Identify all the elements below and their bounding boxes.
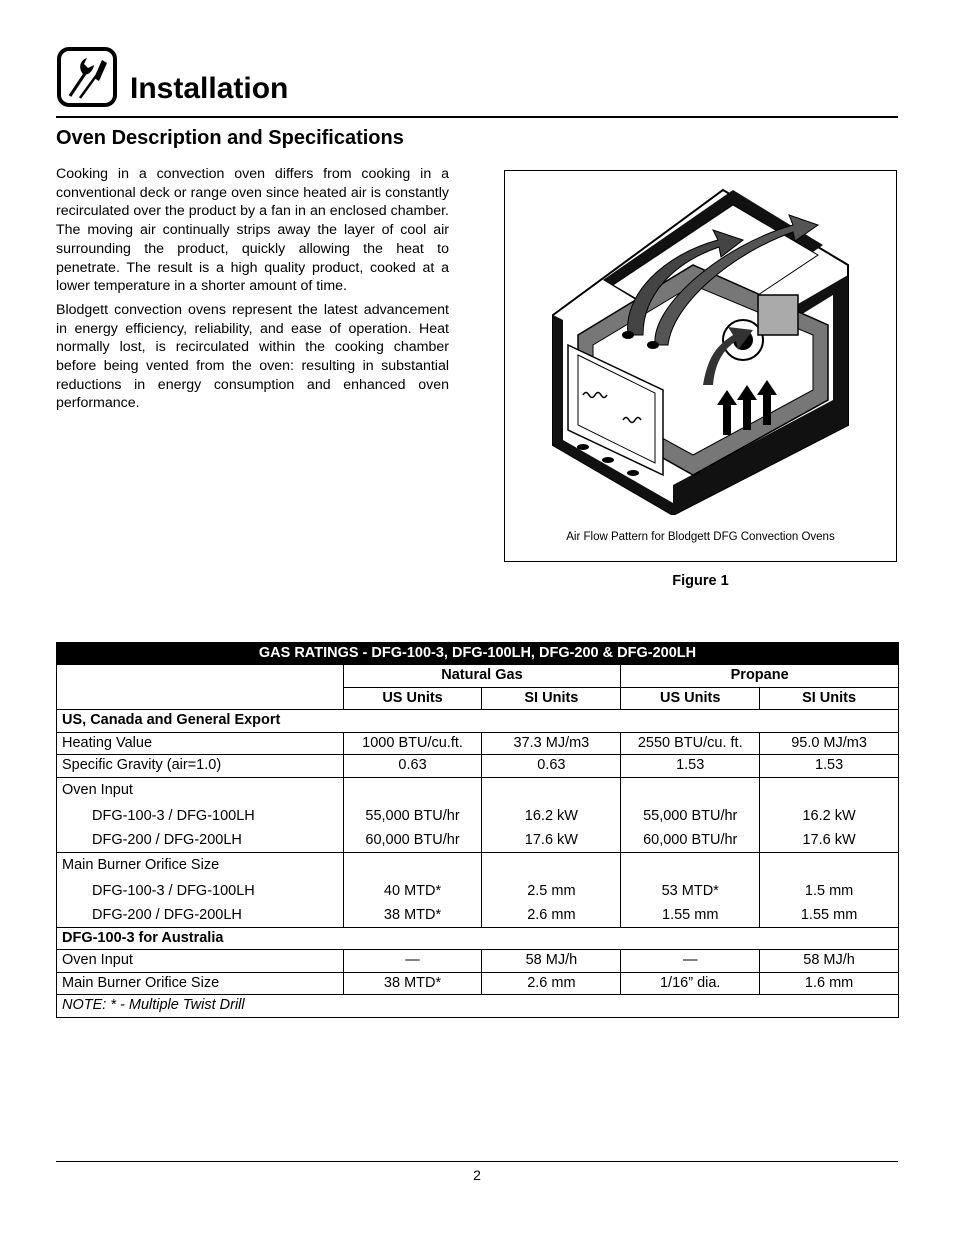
figure-caption: Air Flow Pattern for Blodgett DFG Convection Ovens bbox=[566, 531, 835, 543]
table-row bbox=[57, 972, 899, 995]
row-label: Oven Input bbox=[62, 781, 133, 798]
cell-value: 2550 BTU/cu. ft. bbox=[621, 732, 760, 755]
cell-value: 17.6 kW bbox=[802, 831, 856, 848]
row-label: Main Burner Orifice Size bbox=[62, 856, 220, 873]
footer-divider bbox=[56, 1161, 898, 1162]
table-row bbox=[57, 950, 899, 973]
model-label: DFG-100-3 / DFG-100LH bbox=[92, 882, 255, 899]
tools-icon bbox=[56, 46, 118, 108]
cell-value: 1.55 mm bbox=[800, 906, 858, 923]
cell-group bbox=[760, 852, 899, 927]
cell-value: 1.6 mm bbox=[760, 972, 899, 995]
row-label: Specific Gravity (air=1.0) bbox=[57, 755, 344, 778]
cell-group bbox=[621, 777, 760, 852]
cell-value: 16.2 kW bbox=[802, 807, 856, 824]
model-label: DFG-100-3 / DFG-100LH bbox=[92, 807, 255, 824]
row-label-group bbox=[57, 777, 344, 852]
table-banner: GAS RATINGS - DFG-100-3, DFG-100LH, DFG-200 & DFG-200LH bbox=[57, 643, 899, 665]
cell-value: 1.53 bbox=[760, 755, 899, 778]
cell-value: 55,000 BTU/hr bbox=[643, 807, 738, 824]
header-ng-us-units: US Units bbox=[343, 687, 482, 710]
cell-value: 60,000 BTU/hr bbox=[643, 831, 738, 848]
cell-value: 1.53 bbox=[621, 755, 760, 778]
section-title: Installation bbox=[130, 72, 289, 105]
cell-group bbox=[482, 777, 621, 852]
note-row bbox=[57, 995, 899, 1018]
cell-value: 58 MJ/h bbox=[760, 950, 899, 973]
cell-value: 1.55 mm bbox=[662, 906, 719, 923]
intro-paragraph-1: Cooking in a convection oven differs from cooking in a conventional deck or range oven since heated air is constantly recirculated over the product by a fan in an enclosed chamber. The moving air continually strips away the layer of cool air surrounding the product, quickly allowing the heat to penetrate. The result is a high quality product, cooked at a lower temperature in a shorter amount of time. bbox=[56, 166, 449, 295]
table-banner-row bbox=[57, 643, 899, 665]
table-row bbox=[57, 852, 899, 927]
cell-value: — bbox=[343, 950, 482, 973]
oven-airflow-illustration bbox=[543, 185, 858, 515]
model-label: DFG-200 / DFG-200LH bbox=[92, 831, 242, 848]
cell-value: 37.3 MJ/m3 bbox=[482, 732, 621, 755]
table-note: NOTE: * - Multiple Twist Drill bbox=[57, 995, 899, 1018]
row-label: Main Burner Orifice Size bbox=[57, 972, 344, 995]
cell-value: 55,000 BTU/hr bbox=[365, 807, 460, 824]
row-label: Oven Input bbox=[57, 950, 344, 973]
section-heading: DFG-100-3 for Australia bbox=[57, 927, 899, 950]
table-row bbox=[57, 755, 899, 778]
section-heading: US, Canada and General Export bbox=[57, 710, 899, 733]
cell-value: 38 MTD* bbox=[343, 972, 482, 995]
cell-value: 1.5 mm bbox=[804, 882, 854, 899]
cell-value: 17.6 kW bbox=[524, 831, 578, 848]
header-ng-si-units: SI Units bbox=[482, 687, 621, 710]
header-lp-us-units: US Units bbox=[621, 687, 760, 710]
cell-value: 53 MTD* bbox=[661, 882, 719, 899]
cell-group bbox=[760, 777, 899, 852]
cell-value: 40 MTD* bbox=[383, 882, 442, 899]
cell-value: — bbox=[621, 950, 760, 973]
section-row bbox=[57, 927, 899, 950]
header-natural-gas: Natural Gas bbox=[343, 665, 621, 688]
model-label: DFG-200 / DFG-200LH bbox=[92, 906, 242, 923]
cell-value: 0.63 bbox=[482, 755, 621, 778]
row-label: Heating Value bbox=[57, 732, 344, 755]
cell-group bbox=[621, 852, 760, 927]
header-propane: Propane bbox=[621, 665, 899, 688]
cell-value: 60,000 BTU/hr bbox=[365, 831, 460, 848]
row-label-group bbox=[57, 852, 344, 927]
cell-value: 2.6 mm bbox=[482, 972, 621, 995]
cell-group bbox=[482, 852, 621, 927]
cell-value: 1000 BTU/cu.ft. bbox=[343, 732, 482, 755]
cell-value: 95.0 MJ/m3 bbox=[760, 732, 899, 755]
cell-group bbox=[343, 777, 482, 852]
intro-text bbox=[56, 165, 449, 418]
cell-value: 58 MJ/h bbox=[482, 950, 621, 973]
page-subtitle: Oven Description and Specifications bbox=[56, 127, 404, 149]
cell-group bbox=[343, 852, 482, 927]
cell-value: 0.63 bbox=[343, 755, 482, 778]
header-divider bbox=[56, 116, 898, 118]
blank-header-cell bbox=[57, 665, 344, 710]
figure-frame bbox=[504, 170, 897, 562]
intro-paragraph-2: Blodgett convection ovens represent the latest advancement in energy efficiency, reliability, and ease of operation. Heat normally lost, is recirculated within the cooking chamber before being vented from the oven: resulting in substantial reductions in energy consumption and enhanced oven performance. bbox=[56, 301, 449, 412]
cell-value: 2.5 mm bbox=[527, 882, 576, 899]
cell-value: 16.2 kW bbox=[524, 807, 578, 824]
cell-value: 2.6 mm bbox=[527, 906, 576, 923]
header-lp-si-units: SI Units bbox=[760, 687, 899, 710]
figure-label: Figure 1 bbox=[672, 573, 729, 589]
page-number: 2 bbox=[473, 1167, 481, 1183]
cell-value: 38 MTD* bbox=[383, 906, 442, 923]
cell-value: 1/16” dia. bbox=[621, 972, 760, 995]
table-row bbox=[57, 732, 899, 755]
table-group-header-row bbox=[57, 665, 899, 688]
table-row bbox=[57, 777, 899, 852]
gas-ratings-table bbox=[56, 642, 899, 1018]
section-row bbox=[57, 710, 899, 733]
